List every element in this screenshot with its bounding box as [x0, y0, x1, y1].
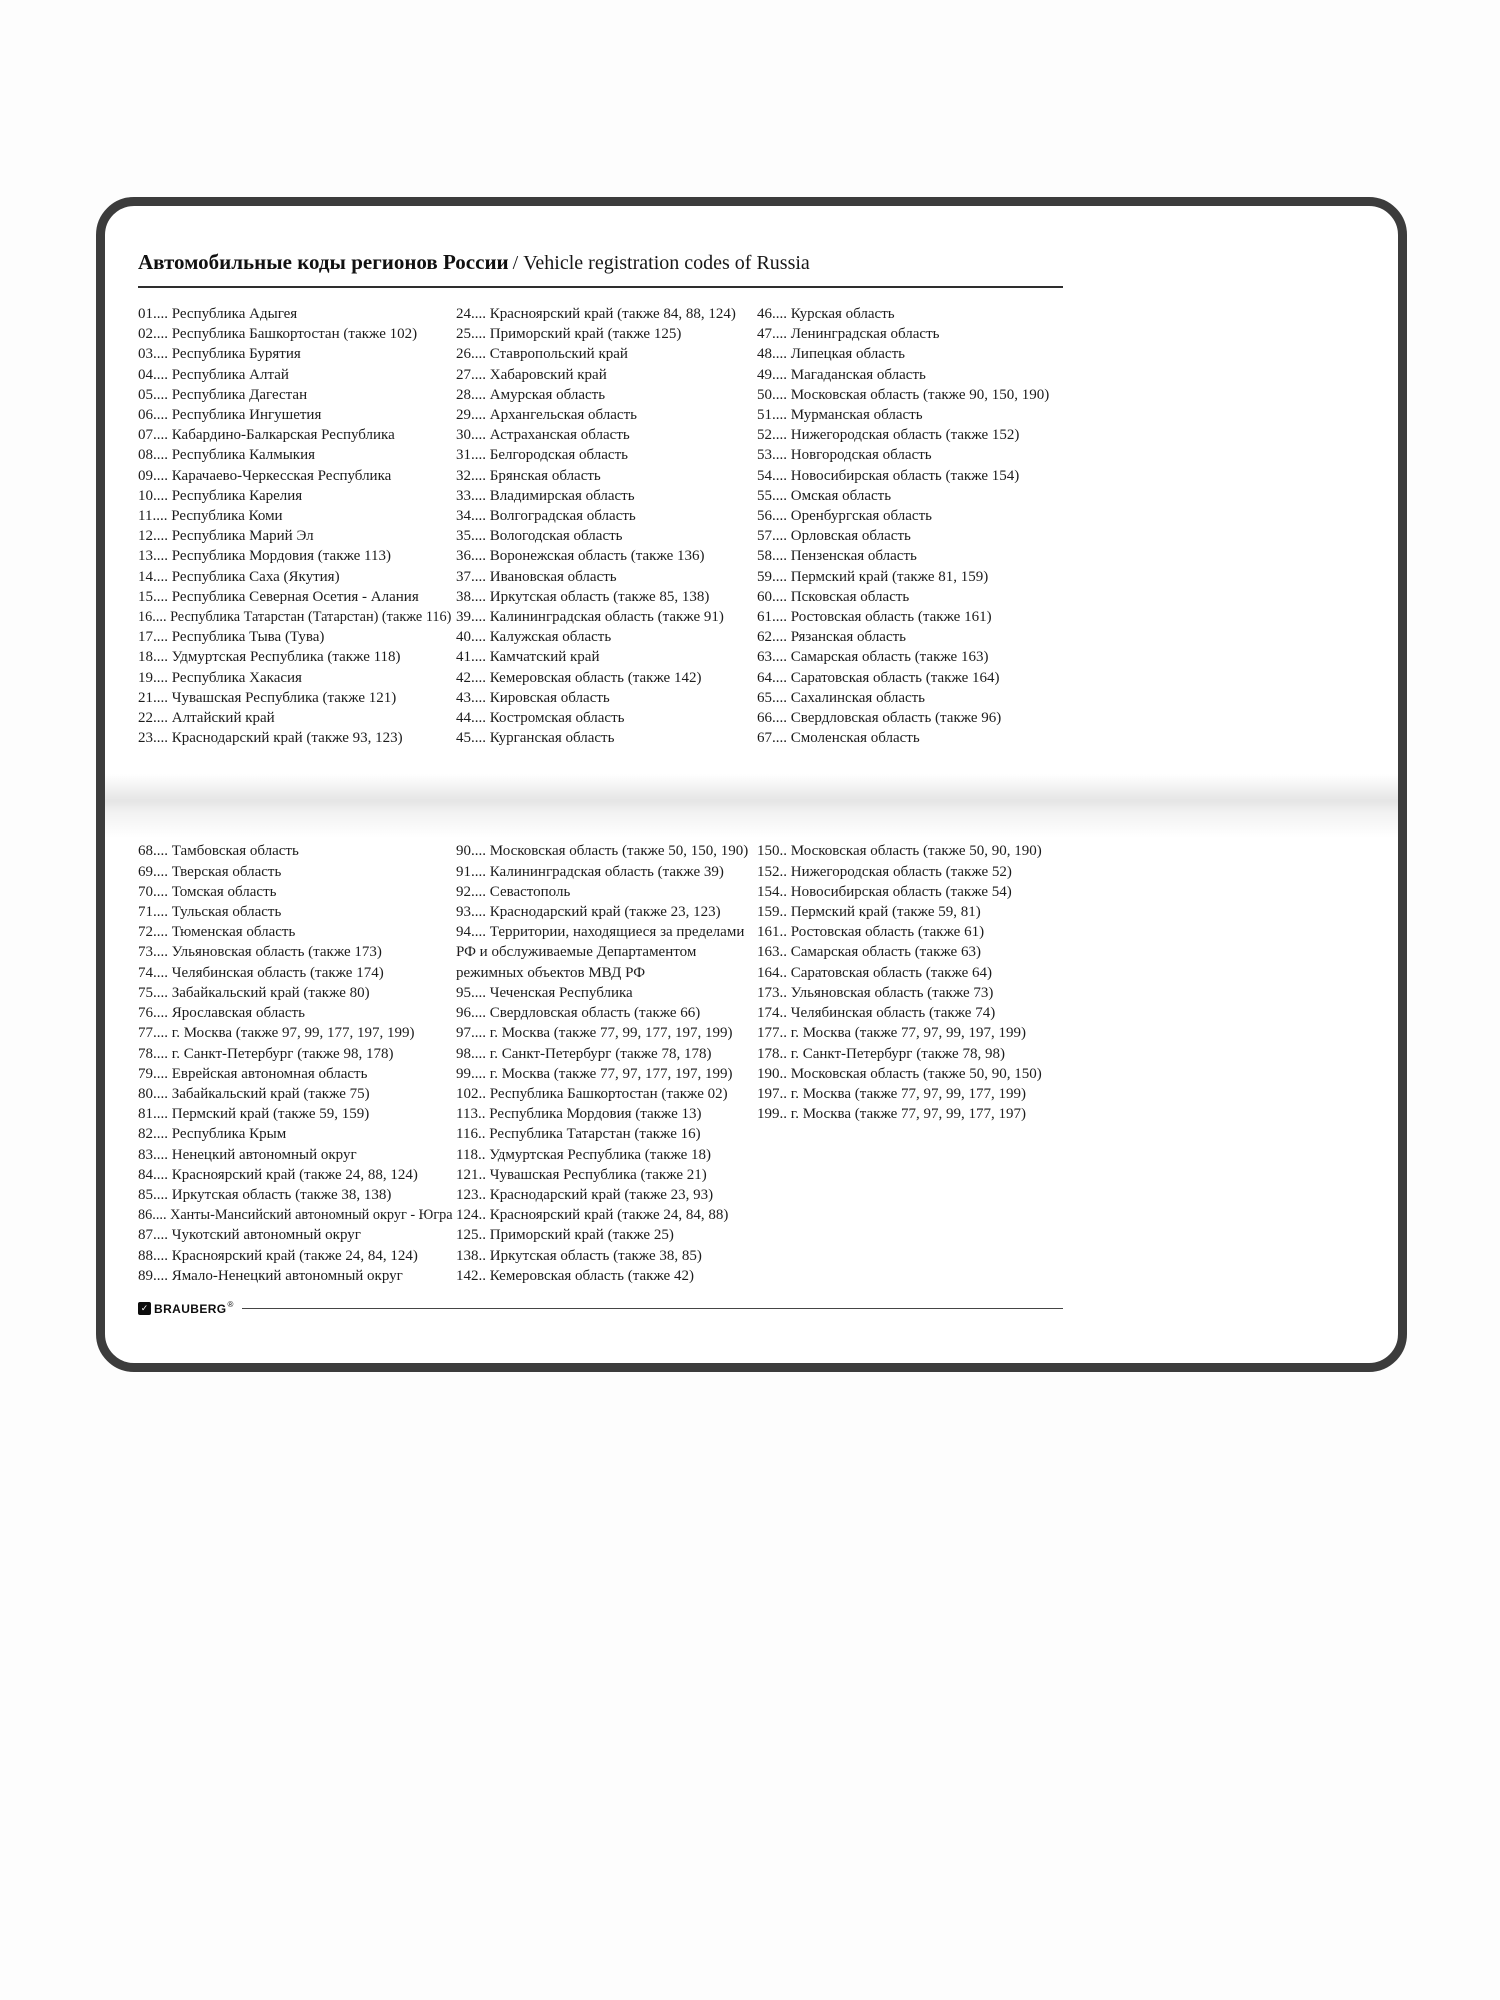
region-entry: 73.... Ульяновская область (также 173) [138, 944, 382, 961]
region-entry: 154.. Новосибирская область (также 54) [757, 883, 1012, 900]
region-entry: 33.... Владимирская область [456, 487, 635, 504]
region-entry: 138.. Иркутская область (также 38, 85) [456, 1247, 702, 1264]
region-entry: 47.... Ленинградская область [757, 326, 940, 343]
region-entry: 30.... Астраханская область [456, 427, 630, 444]
region-entry: 71.... Тульская область [138, 904, 282, 921]
region-entry: 190.. Московская область (также 50, 90, 150) [757, 1065, 1042, 1082]
region-entry: 173.. Ульяновская область (также 73) [757, 984, 994, 1001]
region-entry: 84.... Красноярский край (также 24, 88, 124) [138, 1166, 418, 1183]
region-entry: 142.. Кемеровская область (также 42) [456, 1267, 694, 1284]
codes-column-5 [456, 841, 757, 1285]
region-entry: 83.... Ненецкий автономный округ [138, 1146, 357, 1163]
region-entry: 96.... Свердловская область (также 66) [456, 1005, 701, 1022]
region-entry: 37.... Ивановская область [456, 568, 617, 585]
brauberg-logo [138, 1302, 233, 1316]
region-entry: 92.... Севастополь [456, 883, 571, 900]
reference-card [96, 197, 1407, 1372]
region-entry: 55.... Омская область [757, 487, 892, 504]
region-entry: 23.... Краснодарский край (также 93, 123) [138, 730, 403, 747]
region-entry: 89.... Ямало-Ненецкий автономный округ [138, 1267, 403, 1284]
region-entry: 59.... Пермский край (также 81, 159) [757, 568, 989, 585]
region-entry: 76.... Ярославская область [138, 1005, 305, 1022]
region-entry: 13.... Республика Мордовия (также 113) [138, 548, 392, 565]
region-entry: 62.... Рязанская область [757, 629, 907, 646]
region-entry: 28.... Амурская область [456, 386, 606, 403]
region-entry: 177.. г. Москва (также 77, 97, 99, 197, 199) [757, 1025, 1027, 1042]
region-entry: 124.. Красноярский край (также 24, 84, 88) [456, 1207, 729, 1224]
region-entry: 93.... Краснодарский край (также 23, 123) [456, 904, 721, 921]
region-entry: 97.... г. Москва (также 77, 99, 177, 197, 199) [456, 1025, 733, 1042]
region-entry: 77.... г. Москва (также 97, 99, 177, 197, 199) [138, 1025, 415, 1042]
region-entry: 26.... Ставропольский край [456, 346, 628, 363]
codes-section-bottom [138, 841, 1063, 1285]
region-entry: 98.... г. Санкт-Петербург (также 78, 178) [456, 1045, 712, 1062]
footer-rule [242, 1308, 1063, 1309]
region-entry: 68.... Тамбовская область [138, 843, 299, 860]
region-entry: 22.... Алтайский край [138, 710, 275, 727]
region-entry: 74.... Челябинская область (также 174) [138, 964, 384, 981]
page-fold-divider [105, 774, 1398, 838]
region-entry: 159.. Пермский край (также 59, 81) [757, 904, 981, 921]
region-entry: 113.. Республика Мордовия (также 13) [456, 1106, 702, 1123]
region-entry: 199.. г. Москва (также 77, 97, 99, 177, 197) [757, 1106, 1027, 1123]
region-entry: 58.... Пензенская область [757, 548, 917, 565]
region-entry: 34.... Волгоградская область [456, 508, 636, 525]
title-russian: Автомобильные коды регионов России [138, 250, 509, 274]
region-entry: 49.... Магаданская область [757, 366, 926, 383]
region-entry: 42.... Кемеровская область (также 142) [456, 669, 702, 686]
region-entry: 24.... Красноярский край (также 84, 88, 124) [456, 306, 736, 322]
region-entry: 79.... Еврейская автономная область [138, 1065, 368, 1082]
region-entry: 46.... Курская область [757, 306, 895, 322]
region-entry: 27.... Хабаровский край [456, 366, 607, 383]
region-entry: 43.... Кировская область [456, 689, 610, 706]
region-entry: 87.... Чукотский автономный округ [138, 1227, 361, 1244]
region-entry: 05.... Республика Дагестан [138, 386, 308, 403]
region-entry: 17.... Республика Тыва (Тува) [138, 629, 325, 646]
region-entry: 174.. Челябинская область (также 74) [757, 1005, 996, 1022]
region-entry: 152.. Нижегородская область (также 52) [757, 863, 1012, 880]
region-entry: 102.. Республика Башкортостан (также 02) [456, 1085, 728, 1102]
codes-column-1 [138, 304, 456, 748]
region-entry: 45.... Курганская область [456, 730, 615, 747]
checkmark-icon: ✓ [138, 1302, 151, 1315]
codes-column-4 [138, 841, 456, 1285]
region-entry: 94.... Территории, находящиеся за пределами РФ и обслуживаемые Департаментом режимных объектов МВД РФ [456, 924, 745, 981]
region-entry: 41.... Камчатский край [456, 649, 600, 666]
codes-column-3 [757, 304, 1063, 748]
footer [138, 1302, 1063, 1316]
page-title [138, 250, 1063, 288]
codes-section-top [138, 304, 1063, 748]
region-entry: 69.... Тверская область [138, 863, 282, 880]
region-entry: 19.... Республика Хакасия [138, 669, 302, 686]
region-entry: 82.... Республика Крым [138, 1126, 287, 1143]
region-entry: 57.... Орловская область [757, 528, 911, 545]
region-entry: 32.... Брянская область [456, 467, 601, 484]
region-entry: 53.... Новгородская область [757, 447, 932, 464]
region-entry: 161.. Ростовская область (также 61) [757, 924, 985, 941]
region-entry: 125.. Приморский край (также 25) [456, 1227, 674, 1244]
region-entry: 150.. Московская область (также 50, 90, 190) [757, 843, 1042, 860]
region-entry: 51.... Мурманская область [757, 407, 923, 424]
region-entry: 21.... Чувашская Республика (также 121) [138, 689, 397, 706]
region-entry: 48.... Липецкая область [757, 346, 905, 363]
region-entry: 80.... Забайкальский край (также 75) [138, 1085, 370, 1102]
title-english: / Vehicle registration codes of Russia [512, 252, 810, 274]
region-entry: 63.... Самарская область (также 163) [757, 649, 989, 666]
region-entry: 118.. Удмуртская Республика (также 18) [456, 1146, 712, 1163]
region-entry: 35.... Вологодская область [456, 528, 623, 545]
region-entry: 08.... Республика Калмыкия [138, 447, 316, 464]
region-entry: 78.... г. Санкт-Петербург (также 98, 178) [138, 1045, 394, 1062]
region-entry: 09.... Карачаево-Черкесская Республика [138, 467, 392, 484]
region-entry: 116.. Республика Татарстан (также 16) [456, 1126, 701, 1143]
brand-name: BRAUBERG [154, 1301, 227, 1316]
region-entry: 01.... Республика Адыгея [138, 306, 298, 322]
region-entry: 29.... Архангельская область [456, 407, 637, 424]
region-entry: 60.... Псковская область [757, 588, 910, 605]
region-entry: 25.... Приморский край (также 125) [456, 326, 682, 343]
region-entry: 99.... г. Москва (также 77, 97, 177, 197, 199) [456, 1065, 733, 1082]
region-entry: 04.... Республика Алтай [138, 366, 289, 383]
region-entry: 18.... Удмуртская Республика (также 118) [138, 649, 401, 666]
region-entry: 15.... Республика Северная Осетия - Алания [138, 588, 419, 605]
region-entry: 75.... Забайкальский край (также 80) [138, 984, 370, 1001]
region-entry: 123.. Краснодарский край (также 23, 93) [456, 1186, 714, 1203]
registered-trademark-mark: ® [227, 1300, 234, 1310]
region-entry: 65.... Сахалинская область [757, 689, 926, 706]
region-entry: 56.... Оренбургская область [757, 508, 932, 525]
region-entry: 86.... Ханты-Мансийский автономный округ - Югра [138, 1207, 453, 1224]
region-entry: 85.... Иркутская область (также 38, 138) [138, 1186, 392, 1203]
region-entry: 36.... Воронежская область (также 136) [456, 548, 705, 565]
region-entry: 67.... Смоленская область [757, 730, 920, 747]
region-entry: 164.. Саратовская область (также 64) [757, 964, 993, 981]
region-entry: 38.... Иркутская область (также 85, 138) [456, 588, 710, 605]
codes-column-2 [456, 304, 757, 748]
region-entry: 81.... Пермский край (также 59, 159) [138, 1106, 370, 1123]
region-entry: 14.... Республика Саха (Якутия) [138, 568, 340, 585]
region-entry: 72.... Тюменская область [138, 924, 296, 941]
codes-column-6 [757, 841, 1063, 1124]
region-entry: 95.... Чеченская Республика [456, 984, 633, 1001]
region-entry: 11.... Республика Коми [138, 508, 283, 525]
region-entry: 70.... Томская область [138, 883, 277, 900]
region-entry: 163.. Самарская область (также 63) [757, 944, 981, 961]
region-entry: 178.. г. Санкт-Петербург (также 78, 98) [757, 1045, 1005, 1062]
region-entry: 90.... Московская область (также 50, 150, 190) [456, 843, 749, 860]
region-entry: 12.... Республика Марий Эл [138, 528, 314, 545]
region-entry: 39.... Калининградская область (также 91) [456, 609, 724, 626]
region-entry: 121.. Чувашская Республика (также 21) [456, 1166, 707, 1183]
region-entry: 06.... Республика Ингушетия [138, 407, 322, 424]
region-entry: 197.. г. Москва (также 77, 97, 99, 177, 199) [757, 1085, 1027, 1102]
region-entry: 52.... Нижегородская область (также 152) [757, 427, 1020, 444]
region-entry: 40.... Калужская область [456, 629, 612, 646]
region-entry: 31.... Белгородская область [456, 447, 628, 464]
region-entry: 44.... Костромская область [456, 710, 625, 727]
region-entry: 88.... Красноярский край (также 24, 84, 124) [138, 1247, 418, 1264]
region-entry: 50.... Московская область (также 90, 150, 190) [757, 386, 1050, 403]
region-entry: 03.... Республика Бурятия [138, 346, 301, 363]
region-entry: 61.... Ростовская область (также 161) [757, 609, 992, 626]
region-entry: 16.... Республика Татарстан (Татарстан) (также 116) [138, 609, 452, 626]
region-entry: 02.... Республика Башкортостан (также 102) [138, 326, 418, 343]
region-entry: 10.... Республика Карелия [138, 487, 303, 504]
region-entry: 64.... Саратовская область (также 164) [757, 669, 1000, 686]
region-entry: 66.... Свердловская область (также 96) [757, 710, 1002, 727]
region-entry: 07.... Кабардино-Балкарская Республика [138, 427, 395, 444]
region-entry: 54.... Новосибирская область (также 154) [757, 467, 1020, 484]
region-entry: 91.... Калининградская область (также 39) [456, 863, 724, 880]
